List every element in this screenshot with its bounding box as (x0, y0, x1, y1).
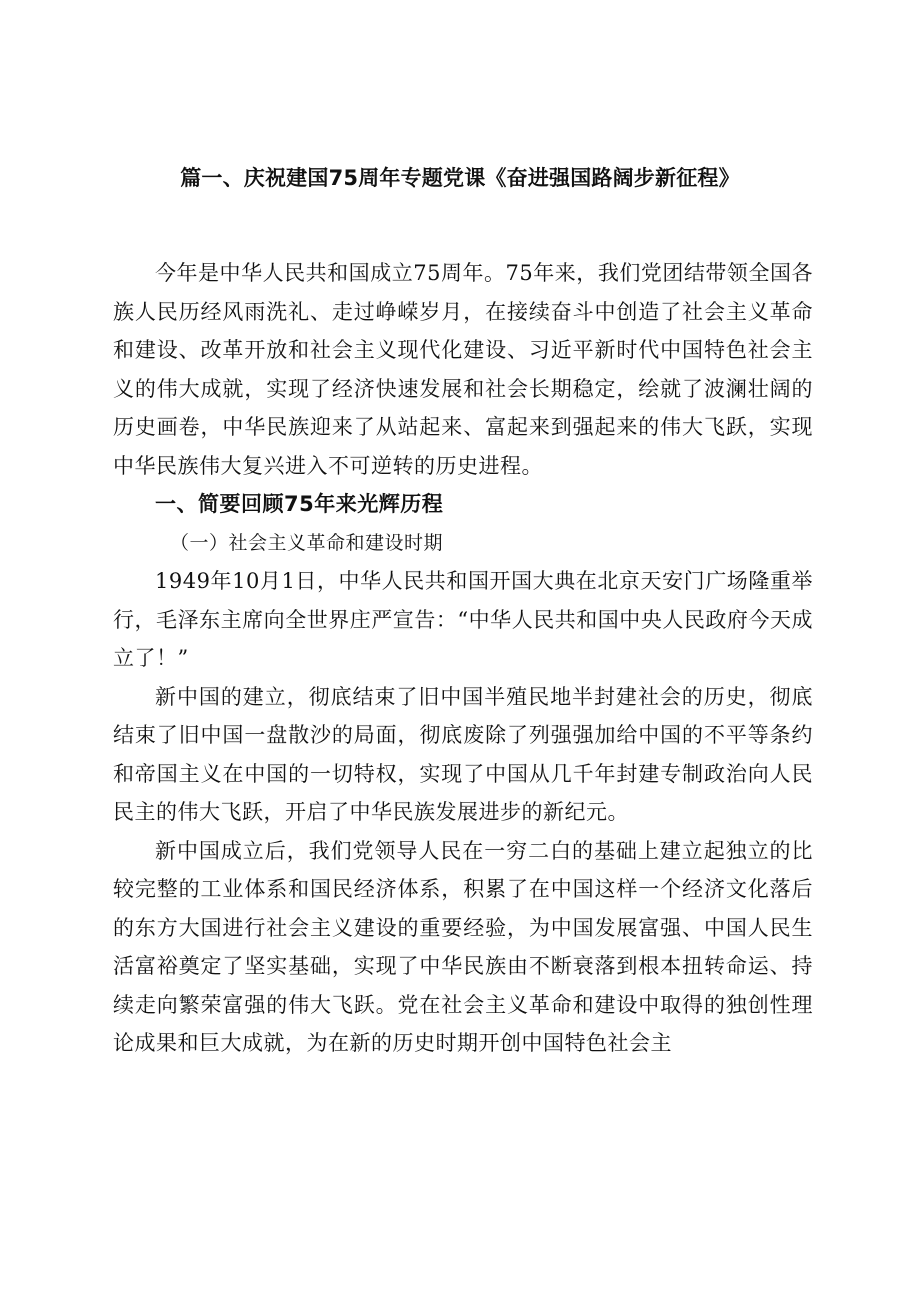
paragraph-significance: 新中国的建立，彻底结束了旧中国半殖民地半封建社会的历史，彻底结束了旧中国一盘散沙的局面，彻底废除了列强强加给中国的不平等条约和帝国主义在中国的一切特权，实现了中国从几千年封建专制政治向人民民主的伟大飞跃，开启了中华民族发展进步的新纪元。 (113, 684, 813, 824)
document-title: 篇一、庆祝建国75周年专题党课《奋进强国路阔步新征程》 (180, 166, 740, 190)
paragraph-founding: 1949年10月1日，中华人民共和国开国大典在北京天安门广场隆重举行，毛泽东主席向全世界庄严宣告：“中华人民共和国中央人民政府今天成立了！” (113, 569, 813, 670)
section-heading: 一、简要回顾75年来光辉历程 (155, 492, 444, 516)
subsection-heading: （一）社会主义革命和建设时期 (170, 531, 444, 554)
intro-paragraph: 今年是中华人民共和国成立75周年。75年来，我们党团结带领全国各族人民历经风雨洗礼、走过峥嵘岁月，在接续奋斗中创造了社会主义革命和建设、改革开放和社会主义现代化建设、习近平新时代中国特色社会主义的伟大成就，实现了经济快速发展和社会长期稳定，绘就了波澜壮阔的历史画卷，中华民族迎来了从站起来、富起来到强起来的伟大飞跃，实现中华民族伟大复兴进入不可逆转的历史进程。 (113, 261, 813, 478)
paragraph-construction: 新中国成立后，我们党领导人民在一穷二白的基础上建立起独立的比较完整的工业体系和国民经济体系，积累了在中国这样一个经济文化落后的东方大国进行社会主义建设的重要经验，为中国发展富强、中国人民生活富裕奠定了坚实基础，实现了中华民族由不断衰落到根本扭转命运、持续走向繁荣富强的伟大飞跃。党在社会主义革命和建设中取得的独创性理论成果和巨大成就，为在新的历史时期开创中国特色社会主 (113, 838, 813, 1055)
document-body (113, 254, 813, 1063)
